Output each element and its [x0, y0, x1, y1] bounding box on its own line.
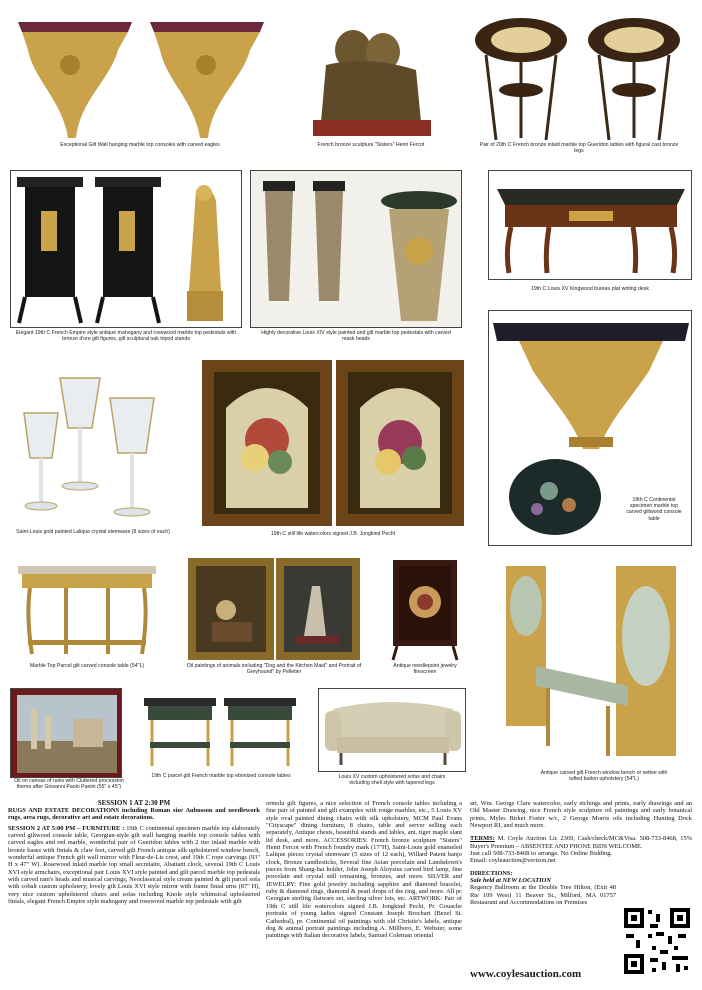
- session1-heading: SESSION 1 AT 2:30 PM: [97, 799, 171, 807]
- caption-marble-console: Marble Top Parcel gilt carved console table (54"L): [29, 663, 145, 669]
- caption-upholstered-sofa: Louis XV custom upholstered sofas and chairs including shell style with tapered legs: [338, 774, 446, 787]
- directions-body: Regency Ballroom at the Double Tree Hilton, (Exit 48 Rte 109 West) 11 Beaver St., Milford, MA 01757 Restaurant and Accommodations on Premises: [470, 884, 616, 907]
- caption-ruins-painting: Oil on canvas of ruins with Cluttered procession theme after Giovanni Paolo Panini (55" x 45"): [14, 778, 124, 791]
- photo-upholstered-sofa: [318, 688, 466, 772]
- caption-parcel-gilt-consoles: 19th C parcel gilt French marble top ebonized console tables: [151, 773, 291, 779]
- caption-crystal-stemware: Saint-Louis gold painted Lalique crystal stemware (8 sizes of each): [16, 529, 170, 535]
- caption-bureau-plat: 19th C Louis XV Kingwood bureau plat writing desk: [531, 286, 649, 292]
- photo-window-bench: [488, 556, 692, 768]
- text-column-1: [8, 799, 260, 905]
- terms-extra: Just call 508-733-8468 to arrange. No Online Bidding. Email: coyleauction@verizon.net: [470, 850, 612, 865]
- photo-painted-pedestals: [250, 170, 462, 328]
- terms-body: M. Coyle Auction Lic 2369, Cash/check/MC&Visa. 508-733-8468, 15% Buyer's Premium – ABSENTEE AND PHONE BIDS WELCOME.: [470, 835, 692, 850]
- caption-animal-paintings: Oil paintings of animals including "Dog and the Kitchen Maid" and Portrait of Greyhound" by Pelletier: [186, 663, 362, 676]
- caption-bronze-sculpture: French bronze sculpture "Sisters" Henri Fercot: [317, 142, 425, 148]
- qr-code: [622, 906, 692, 976]
- caption-window-bench: Antique carved gilt French window bench or settee with tufted button upholstery (54"L): [540, 770, 668, 783]
- text-column-3: [470, 800, 692, 906]
- caption-gueridon-tables: Pair of 20th C French bronze inlaid marble top Gueridon tables with figural cast bronze legs: [479, 142, 679, 155]
- session2-body: 19th C continental specimen marble top elaborately carved giltwood console table, Georgian-style gilt wall hanging marble top console tables with carved eagles and red marble, wonderful pair of Gueridon tables with 2 tier inlaid marble with bronze bases with finials & claw feet, carved gilt French antique silk upholstered window bench, wonderful antique French gilt wall mirror with Fleur-de-Lis crest, and 19th C rope carvings (93" H x 47" W). Rosewood inlaid marble top small secretaire, Abattant clock, several 19th C Louis XVI style armchairs, exceptional pair Louis XVI style painted and gilt parcel marble top pedestals with carved ram's heads and musical carvings, Neoclassical style cream painted & gilt parcel sofa with cobalt custom upholstery, lovely gilt Louis XVI style mirror with frame finial urns (87" H), very nice custom upholstered chairs and sofas including Knole style whimsical upholstered finials, elegant French Empire style mahogany and rosewood marble top pedestals with gilt: [8, 824, 260, 906]
- photo-empire-pedestals: [10, 170, 242, 328]
- column2-body: ormolu gilt figures, a nice selection of French console tables including a fine pair of painted and gilt examples with rouge marbles, etc., 5 Louis XV style oval painted dining chairs with silk upholstery, MCM Paul Evans "Cityscape" dining furniture, 8 chairs, table and server selling each separately, Antique chests, beautiful stands and tables, ant. tiger maple slant lid desk, and more. ACCESSORIES: French bronze sculpture "Sisters" Henri Fercot with French foundry mark (17"H), Saint-Louis gold enameled Lalique pieces crystal stemware (5 sizes of 12 each), Willard Patent banjo clock, Bronze candlesticks, Several fine Asian porcelain and Landsdown's pieces from Shang-hai holder, John Joseph Aloysius carved bird lamp, fine porcelain and crystal still remaining, bronzes, and more. SILVER and JEWELRY: Fine gold jewelry including sapphire and diamond bracelet, ruby & diamond rings, diamond & pearl drops of the ring, and more. All pc Georgian sterling flatware set, sterling silver lots, etc. ARTWORK: Pair of 19th C still life watercolors signed J.B. Jongkind Pecht, Pr. Gouache portraits of young ladies signed Constant Joseph Brochart (Bezel St. Cathedral), pr. Continental oil paintings with old Christie's labels, antique dog & animal portrait paintings including A. Millboro, E. Webster, some paintings with Italian decorative labels, Samuel Coleman oriental: [266, 800, 462, 940]
- photo-crystal-stemware: [10, 358, 176, 528]
- caption-painted-pedestals: Highly decorative Louis XIV style painted and gilt marble top pedestals with carved mask heads: [261, 330, 451, 343]
- caption-empire-pedestals: Elegant 19th C French Empire style antique mahogany and rosewood marble top pedestals with bronze d'ore gilt figures, gilt sculptural oak tripod stands: [15, 330, 237, 343]
- photo-parcel-gilt-consoles: [140, 694, 300, 770]
- photo-still-life-watercolors: [200, 358, 466, 528]
- caption-specimen-console: 19th C Continental specimen marble top carved giltwood console table: [626, 497, 682, 522]
- session1-body: RUGS AND ESTATE DECORATIONS including Roman size Aubusson and needlework rugs, area rugs, decorative art and estate decorations.: [8, 807, 260, 822]
- caption-still-life-watercolors: 19th C still life watercolors signed J.B. Jongkind Pecht: [270, 531, 396, 537]
- text-column-2: [266, 800, 462, 940]
- photo-firescreen: [385, 556, 465, 662]
- photo-gueridon-tables: [466, 10, 692, 142]
- website-link[interactable]: www.coylesauction.com: [470, 968, 582, 980]
- photo-marble-console: [10, 556, 164, 662]
- column3-continued: art, Wm. George Clare watercolor, early etchings and prints, early drawings and an Old Master Drawing, nice French style sculpture oil paintings and early botanical prints, Myles Birket Foster w/c, 2 George Morris oils including Hunting Dock Newport RI, and much more.: [470, 800, 692, 830]
- directions-sub: Sale held at NEW LOCATION: [470, 877, 551, 885]
- caption-eagle-consoles: Exceptional Gilt Wall hanging marble top consoles with carved eagles: [60, 142, 220, 148]
- photo-eagle-consoles: [10, 10, 270, 142]
- photo-bureau-plat: [488, 170, 692, 280]
- photo-ruins-painting: [10, 688, 122, 778]
- session2-lead: SESSION 2 AT 5:00 PM – FURNITURE :: [8, 824, 125, 832]
- terms-label: TERMS:: [470, 835, 495, 843]
- caption-firescreen: Antique needlepoint jewelry firescreen: [393, 663, 457, 676]
- photo-bronze-sculpture: [291, 10, 451, 142]
- photo-animal-paintings: [186, 556, 362, 662]
- directions-heading: DIRECTIONS:: [470, 869, 513, 877]
